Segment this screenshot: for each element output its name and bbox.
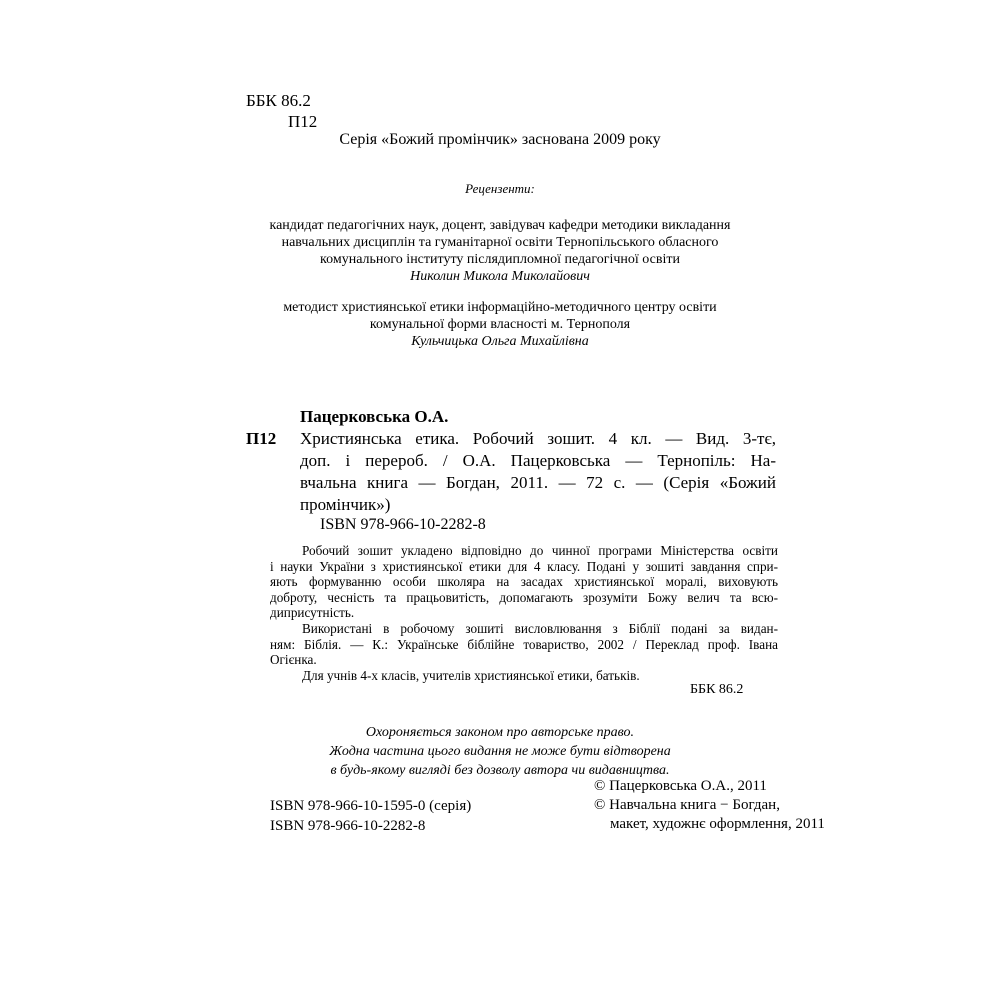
copyright-publisher: © Навчальна книга − Богдан, (594, 797, 780, 813)
isbn-series: ISBN 978-966-10-1595-0 (серія) (270, 798, 472, 814)
copyright-notice (0, 723, 1000, 780)
isbn-list (270, 796, 471, 836)
reviewer-first-name: Николин Микола Миколайович (410, 269, 590, 284)
reviewer-first (0, 217, 1000, 285)
series-note: Серія «Божий промінчик» заснована 2009 року (339, 131, 661, 148)
abstract-line: диприсутність. (270, 605, 355, 621)
catalog-code: П12 (246, 429, 277, 448)
copyright-block (594, 777, 825, 834)
catalog-isbn: ISBN 978-966-10-2282-8 (320, 516, 486, 533)
catalog-description-line: вчальна книга — Богдан, 2011. — 72 с. — (Серія «Божий (300, 473, 776, 492)
abstract-line: Для учнів 4-х класів, учителів християнської етики, батьків. (302, 667, 640, 683)
copyright-author: © Пацерковська О.А., 2011 (594, 778, 767, 794)
catalog-description-line: Християнська етика. Робочий зошит. 4 кл. — Вид. 3-тє, (300, 429, 776, 448)
abstract-line: доброту, чесність та працьовитість, допомагають зрозуміти Божу велич та всю- (270, 589, 778, 605)
copyright-publisher-detail: макет, художнє оформлення, 2011 (610, 816, 825, 832)
reviewer-first-line: комунального інституту післядипломної педагогічної освіти (320, 252, 680, 267)
abstract-line: Використані в робочому зошиті висловлювання з Біблії подані за видан- (302, 620, 778, 636)
catalog-description-line: доп. і перероб. / О.А. Пацерковська — Тернопіль: На- (300, 451, 776, 470)
bbk-classification: ББК 86.2 (246, 91, 311, 110)
reviewer-first-line: кандидат педагогічних наук, доцент, завідувач кафедри методики викладання (269, 218, 731, 233)
reviewer-second-line: комунальної форми власності м. Тернополя (369, 317, 631, 332)
copyright-notice-line: Жодна частина цього видання не може бути відтворена (329, 744, 671, 759)
reviewers-heading: Рецензенти: (465, 181, 535, 196)
catalog-description-line: промінчик») (300, 495, 391, 514)
abstract-line: Робочий зошит укладено відповідно до чинної програми Міністерства освіти (302, 543, 778, 558)
copyright-notice-line: в будь-якому вигляді без дозволу автора чи видавництва. (330, 763, 670, 778)
reviewer-second (0, 299, 1000, 350)
reviewer-second-name: Кульчицька Ольга Михайлівна (411, 334, 589, 349)
catalog-description (300, 428, 776, 516)
abstract-line: яють формуванню особи школяра на засадах християнської моралі, виховують (270, 574, 778, 590)
abstract-line: Огієнка. (270, 652, 317, 668)
reviewer-second-line: методист християнської етики інформаційно-методичного центру освіти (283, 300, 717, 315)
abstract-line: і науки України з християнської етики для 4 класу. Подані у зошиті завдання спри- (270, 558, 778, 574)
catalog-author: Пацерковська О.А. (300, 407, 449, 426)
reviewer-first-line: навчальних дисциплін та гуманітарної освіти Тернопільського обласного (281, 235, 719, 250)
abstract-line: ням: Біблія. — К.: Українське біблійне товариство, 2002 / Переклад проф. Івана (270, 636, 778, 652)
copyright-notice-line: Охороняється законом про авторське право. (365, 725, 635, 740)
abstract-bbk: ББК 86.2 (690, 682, 744, 697)
author-code: П12 (288, 112, 318, 131)
isbn-book: ISBN 978-966-10-2282-8 (270, 818, 426, 834)
abstract (270, 543, 778, 683)
